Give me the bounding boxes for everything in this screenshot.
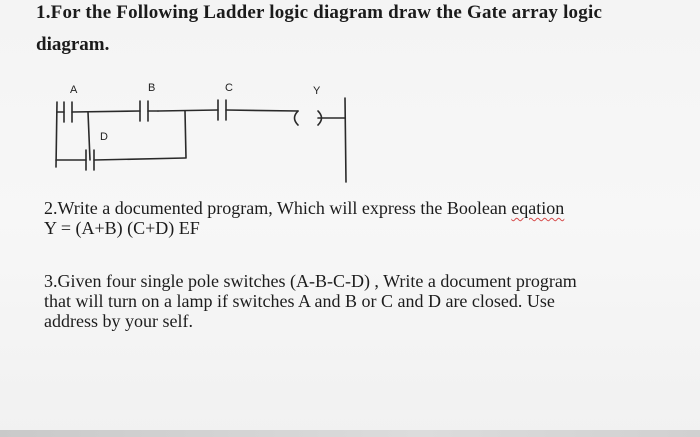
right-power-rail bbox=[345, 98, 346, 182]
label-a: A bbox=[70, 84, 78, 96]
contact-b bbox=[72, 101, 158, 121]
label-c: C bbox=[225, 82, 233, 94]
left-power-rail bbox=[56, 102, 57, 167]
question-2-line-1 bbox=[44, 198, 564, 218]
rejoin-wire bbox=[185, 111, 186, 158]
bottom-edge-strip bbox=[0, 430, 700, 437]
label-y: Y bbox=[313, 85, 321, 97]
label-b: B bbox=[148, 82, 156, 94]
misspelled-word: eqation bbox=[511, 198, 565, 218]
question-2-line-1-text: 2.Write a documented program, Which will express the Boolean bbox=[44, 198, 512, 218]
question-3-line-1: 3.Given four single pole switches (A-B-C-D) , Write a document program bbox=[44, 271, 577, 291]
question-3-line-3: address by your self. bbox=[44, 311, 193, 331]
branch-wire-d bbox=[88, 112, 90, 160]
coil-y bbox=[295, 111, 346, 125]
question-1-line-2: diagram. bbox=[36, 34, 110, 55]
label-d: D bbox=[100, 131, 108, 143]
contact-a bbox=[57, 102, 72, 122]
question-3-line-2: that will turn on a lamp if switches A and B or C and D are closed. Use bbox=[44, 291, 555, 311]
contact-d bbox=[56, 150, 185, 170]
question-1-line-1: 1.For the Following Ladder logic diagram draw the Gate array logic bbox=[36, 2, 603, 23]
contact-c bbox=[158, 100, 298, 120]
question-2-line-2: Y = (A+B) (C+D) EF bbox=[44, 218, 200, 238]
